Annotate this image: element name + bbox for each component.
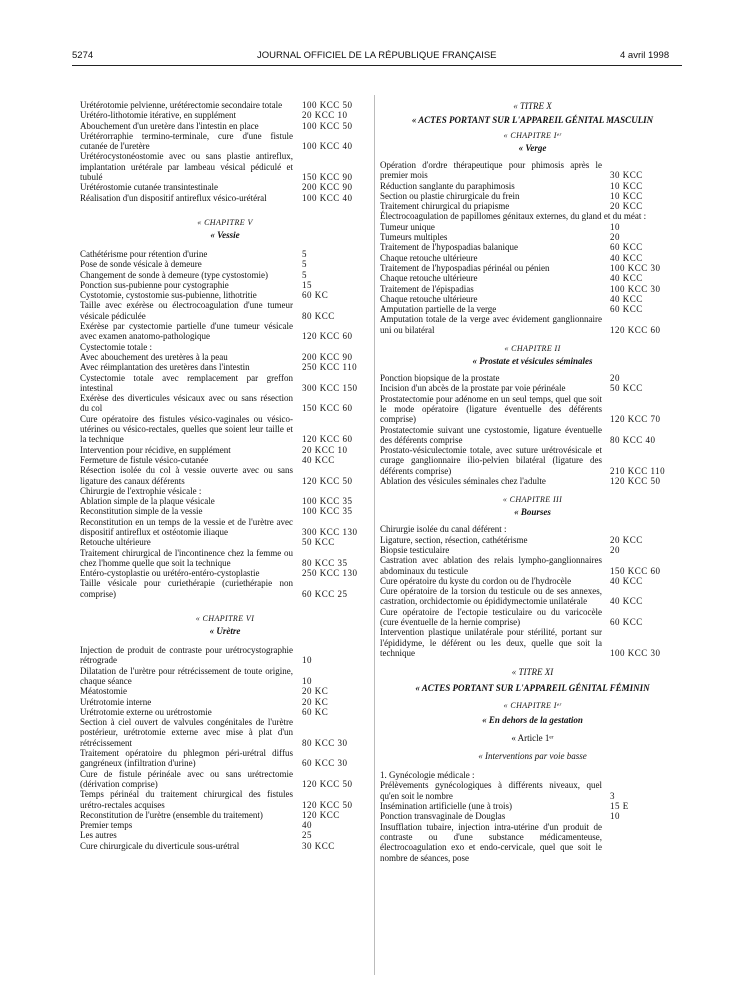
act-label: Injection de produit de contraste pour urétrocystographie rétrograde xyxy=(80,645,293,666)
tariff-row xyxy=(380,394,685,425)
act-value: 100 KCC 50 xyxy=(302,100,353,110)
act-label: Insémination artificielle (une à trois) xyxy=(380,801,512,812)
act-value: 60 KCC 30 xyxy=(302,758,348,769)
act-value: 60 KC xyxy=(302,706,329,717)
act-value: 120 KCC 50 xyxy=(302,799,353,810)
act-label: Chaque retouche ultérieure xyxy=(380,273,478,284)
left-column xyxy=(80,100,370,851)
act-value: 40 KCC xyxy=(610,252,643,263)
tariff-row xyxy=(380,160,685,181)
act-value: 30 KCC xyxy=(302,840,335,851)
act-label: Traitement chirurgical de l'incontinence chez la femme ou chez l'homme quelle que soit la technique xyxy=(80,547,293,568)
act-label: Biopsie testiculaire xyxy=(380,544,450,555)
act-value: 3 xyxy=(610,790,615,801)
act-label: Incision d'un abcès de la prostate par voie périnéale xyxy=(380,383,566,394)
tariff-row xyxy=(380,607,685,628)
right-column xyxy=(380,100,685,863)
act-label: Cure de fistule périnéale avec ou sans urétrectomie (dérivation comprise) xyxy=(80,768,293,789)
act-value: 80 KCC 30 xyxy=(302,737,348,748)
act-label: Changement de sonde à demeure (type cystostomie) xyxy=(80,269,268,280)
act-value: 25 xyxy=(302,830,312,841)
tariff-row xyxy=(380,811,685,821)
act-value: 10 xyxy=(610,221,620,232)
act-label: Cathétérisme pour rétention d'urine xyxy=(80,248,208,259)
act-label: Cure opératoire de la torsion du testicule ou de ses annexes, castration, orchidectomie ou épididymectomie unilatérale xyxy=(380,586,602,607)
act-value: 5 xyxy=(302,248,307,259)
act-value: 40 KCC xyxy=(610,273,643,284)
act-value: 60 KCC xyxy=(610,616,643,627)
tariff-row xyxy=(380,801,685,811)
tariff-row xyxy=(80,496,370,506)
spacer xyxy=(380,762,685,770)
act-label: Urétéro-lithotomie itérative, en supplément xyxy=(80,110,236,121)
tariff-row xyxy=(80,280,370,290)
act-label: Premier temps xyxy=(80,820,133,831)
tariff-row xyxy=(380,232,685,242)
tariff-row xyxy=(80,193,370,203)
act-label: Dilatation de l'urètre pour rétrécissement de toute origine, chaque séance xyxy=(80,665,293,686)
tariff-row xyxy=(80,290,370,300)
tariff-row xyxy=(380,576,685,586)
section-heading: « CHAPITRE Iᵉʳ xyxy=(503,131,562,140)
tariff-row xyxy=(80,321,370,342)
act-value: 20 KCC xyxy=(610,201,643,212)
tariff-row xyxy=(80,465,370,486)
tariff-row xyxy=(80,830,370,840)
act-value: 100 KCC 30 xyxy=(610,262,661,273)
section-heading: « Interventions par voie basse xyxy=(478,751,587,762)
tariff-row xyxy=(80,748,370,769)
tariff-row xyxy=(380,822,685,863)
act-value: 40 xyxy=(302,820,312,831)
act-value: 80 KCC 40 xyxy=(610,434,656,445)
act-value: 40 KCC xyxy=(302,454,335,465)
act-label: Urétérotomie pelvienne, urétérectomie secondaire totale xyxy=(80,100,283,110)
act-label: Urétrotomie externe ou urétrostomie xyxy=(80,706,212,717)
tariff-row xyxy=(80,455,370,465)
spacer xyxy=(380,335,685,343)
act-label: Urétérocystonéostomie avec ou sans plastie antireflux, implantation urétérale par lambeau vésical pédiculé et tubulé xyxy=(80,151,293,183)
act-label: Opération d'ordre thérapeutique pour phimosis après le premier mois xyxy=(380,160,602,181)
act-value: 20 KC xyxy=(302,696,329,707)
tariff-row xyxy=(80,393,370,414)
tariff-row xyxy=(80,249,370,259)
column-divider xyxy=(374,95,375,975)
act-label: Cure opératoire des fistules vésico-vaginales ou vésico-utérines ou vésico-rectales, quelles que soient leur taille et la technique xyxy=(80,413,293,445)
act-label: Résection isolée du col à vessie ouverte avec ou sans ligature des canaux déférents xyxy=(80,465,293,486)
act-label: Retouche ultérieure xyxy=(80,537,151,548)
tariff-row xyxy=(380,222,685,232)
tariff-row xyxy=(80,841,370,851)
act-label: Intervention pour récidive, en supplément xyxy=(80,444,231,455)
act-value: 50 KCC xyxy=(610,383,643,394)
act-label: Prélèvements gynécologiques à différents niveaux, quel qu'en soit le nombre xyxy=(380,780,602,801)
tariff-row xyxy=(80,131,370,152)
act-label: Chaque retouche ultérieure xyxy=(380,252,478,263)
act-label: Section ou plastie chirurgicale du frein xyxy=(380,190,520,201)
act-value: 250 KCC 110 xyxy=(302,362,358,373)
tariff-row xyxy=(380,555,685,576)
section-heading: « Vessie xyxy=(210,229,240,240)
act-value: 100 KCC 40 xyxy=(302,192,353,203)
act-label: Prostatectomie pour adénome en un seul temps, quel que soit le mode opératoire (ligature éventuelle des déférents comprise) xyxy=(380,393,602,425)
tariff-row xyxy=(380,201,685,211)
act-label: Temps périnéal du traitement chirurgical des fistules urétro-rectales acquises xyxy=(80,789,293,810)
tariff-row xyxy=(380,535,685,545)
act-value: 10 xyxy=(610,811,620,822)
tariff-row xyxy=(80,100,370,110)
act-value: 120 KCC 60 xyxy=(610,324,661,335)
act-label: Ligature, section, résection, cathétérisme xyxy=(380,534,528,545)
tariff-row xyxy=(380,181,685,191)
act-value: 100 KCC 35 xyxy=(302,506,353,517)
tariff-row xyxy=(80,707,370,717)
act-value: 20 KC xyxy=(302,686,329,697)
act-label: Traitement de l'hypospadias balanique xyxy=(380,242,519,253)
act-label: Traitement de l'épispadias xyxy=(380,283,474,294)
section-heading: « Urètre xyxy=(209,626,241,637)
header-rule xyxy=(72,65,682,66)
act-label: Chaque retouche ultérieure xyxy=(380,293,478,304)
act-value: 300 KCC 150 xyxy=(302,382,358,393)
page-number: 5274 xyxy=(72,50,94,61)
act-value: 120 KCC 60 xyxy=(302,331,353,342)
act-label: Fermeture de fistule vésico-cutanée xyxy=(80,454,209,465)
act-value: 20 xyxy=(610,373,620,384)
act-label: Reconstitution en un temps de la vessie et de l'urètre avec dispositif antireflux et ostéotomie iliaque xyxy=(80,516,293,537)
subheading: Cystectomie totale : xyxy=(80,341,152,352)
tariff-row xyxy=(80,414,370,445)
section-heading: « CHAPITRE II xyxy=(504,344,561,354)
act-label: Prostato-vésiculectomie totale, avec suture urétrovésicale et curage ganglionnaire ilio-pelvien bilatéral (ligature des déférents comprise) xyxy=(380,445,602,476)
act-value: 200 KCC 90 xyxy=(302,351,353,362)
tariff-row xyxy=(380,294,685,304)
subheading: Électrocoagulation de papillomes génitaux externes, du gland et du méat : xyxy=(380,211,647,222)
tariff-row xyxy=(80,537,370,547)
issue-date: 4 avril 1998 xyxy=(620,50,670,61)
act-value: 40 KCC xyxy=(610,575,643,586)
section-heading: « TITRE X xyxy=(513,101,552,111)
act-value: 20 xyxy=(610,232,620,243)
act-value: 120 KCC 70 xyxy=(610,414,661,425)
act-label: Méatostomie xyxy=(80,686,127,697)
act-label: Reconstitution simple de la vessie xyxy=(80,506,203,517)
act-label: Avec réimplantation des uretères dans l'intestin xyxy=(80,362,250,373)
section-heading: « TITRE XI xyxy=(511,667,554,678)
tariff-row xyxy=(380,780,685,801)
act-value: 10 KCC xyxy=(610,180,643,191)
tariff-row xyxy=(380,383,685,393)
tariff-row xyxy=(380,476,685,486)
act-value: 100 KCC 30 xyxy=(610,283,661,294)
act-value: 150 KCC 90 xyxy=(302,172,353,183)
tariff-row xyxy=(80,110,370,120)
section-heading: « Verge xyxy=(518,143,547,153)
tariff-row xyxy=(380,445,685,476)
tariff-row xyxy=(380,191,685,201)
tariff-row xyxy=(80,259,370,269)
act-value: 5 xyxy=(302,259,307,270)
subheading: 1. Gynécologie médicale : xyxy=(380,770,475,781)
spacer xyxy=(380,486,685,494)
tariff-row xyxy=(80,270,370,280)
act-value: 210 KCC 110 xyxy=(610,465,666,476)
act-value: 30 KCC xyxy=(610,170,643,181)
act-value: 100 KCC 35 xyxy=(302,496,353,507)
act-value: 60 KCC xyxy=(610,242,643,253)
act-label: Exérèse des diverticules vésicaux avec ou sans résection du col xyxy=(80,393,293,414)
subheading: Chirurgie isolée du canal déférent : xyxy=(380,524,507,535)
act-value: 60 KC xyxy=(302,290,329,301)
act-label: Abouchement d'un uretère dans l'intestin en place xyxy=(80,120,259,131)
act-label: Réduction sanglante du paraphimosis xyxy=(380,180,515,191)
tariff-row xyxy=(80,717,370,748)
tariff-row xyxy=(380,314,685,335)
act-label: Taille vésicale pour curiethérapie (curiethérapie non comprise) xyxy=(80,578,293,599)
spacer xyxy=(80,599,370,613)
act-value: 120 KCC 50 xyxy=(610,476,661,487)
act-label: Traitement opératoire du phlegmon péri-urétral diffus gangréneux (infiltration d'urine) xyxy=(80,748,293,769)
act-value: 300 KCC 130 xyxy=(302,526,358,537)
act-label: Traitement chirurgical du priapisme xyxy=(380,201,510,212)
act-value: 80 KCC 35 xyxy=(302,557,348,568)
act-label: Taille avec exérèse ou électrocoagulation d'une tumeur vésicale pédiculée xyxy=(80,300,293,321)
act-value: 120 KCC xyxy=(302,809,340,820)
act-label: Cure opératoire de l'ectopie testiculaire ou du varicocèle (cure éventuelle de la hernie comprise) xyxy=(380,606,602,627)
section-heading: « ACTES PORTANT SUR L'APPAREIL GÉNITAL FÉMININ xyxy=(415,683,650,694)
act-label: Cystotomie, cystostomie sus-pubienne, lithotritie xyxy=(80,290,257,301)
tariff-row xyxy=(380,304,685,314)
tariff-row xyxy=(80,506,370,516)
act-value: 40 KCC xyxy=(610,293,643,304)
journal-title: JOURNAL OFFICIEL DE LA RÉPUBLIQUE FRANÇAISE xyxy=(257,50,497,61)
act-value: 10 KCC xyxy=(610,190,643,201)
tariff-row xyxy=(380,425,685,446)
section-heading: « ACTES PORTANT SUR L'APPAREIL GÉNITAL MASCULIN xyxy=(411,115,654,125)
tariff-row xyxy=(80,373,370,394)
tariff-row xyxy=(80,182,370,192)
act-value: 15 xyxy=(302,279,312,290)
section-heading: « CHAPITRE V xyxy=(197,217,253,227)
act-label: Cure opératoire du kyste du cordon ou de l'hydrocèle xyxy=(380,575,572,586)
tariff-row xyxy=(80,820,370,830)
tariff-row xyxy=(80,121,370,131)
tariff-row xyxy=(80,769,370,790)
act-value: 100 KCC 40 xyxy=(302,141,353,152)
tariff-row xyxy=(380,586,685,607)
tariff-row xyxy=(80,686,370,696)
act-label: Cystectomie totale avec remplacement par greffon intestinal xyxy=(80,372,293,393)
tariff-row xyxy=(380,545,685,555)
tariff-row xyxy=(380,627,685,658)
act-value: 20 KCC 10 xyxy=(302,110,348,121)
section-heading: « Prostate et vésicules séminales xyxy=(472,356,593,367)
act-label: Amputation partielle de la verge xyxy=(380,304,497,315)
act-value: 20 KCC xyxy=(610,534,643,545)
act-value: 10 xyxy=(302,655,312,666)
section-heading: « Bourses xyxy=(514,507,551,518)
tariff-row xyxy=(80,352,370,362)
act-value: 100 KCC 50 xyxy=(302,120,353,131)
act-value: 120 KCC 50 xyxy=(302,778,353,789)
act-label: Castration avec ablation des relais lympho-ganglionnaires abdominaux du testicule xyxy=(380,555,602,576)
act-value: 250 KCC 130 xyxy=(302,568,358,579)
act-label: Tumeurs multiples xyxy=(380,232,448,243)
tariff-row xyxy=(80,362,370,372)
tariff-row xyxy=(80,517,370,538)
tariff-row xyxy=(380,373,685,383)
act-label: Section à ciel ouvert de valvules congénitales de l'urètre postérieur, urétrotomie externe avec mise à plat d'un rétrécissement xyxy=(80,717,293,748)
tariff-row xyxy=(80,666,370,687)
tariff-row xyxy=(80,568,370,578)
act-label: Ponction transvaginale de Douglas xyxy=(380,811,506,822)
act-label: Tumeur unique xyxy=(380,221,435,232)
section-heading: « CHAPITRE Iᵉʳ xyxy=(503,701,562,711)
act-label: Ablation simple de la plaque vésicale xyxy=(80,496,215,507)
spacer xyxy=(380,658,685,666)
spacer xyxy=(80,637,370,645)
tariff-row xyxy=(380,284,685,294)
act-value: 60 KCC 25 xyxy=(302,588,348,599)
section-heading: « CHAPITRE VI xyxy=(195,614,255,624)
act-value: 10 xyxy=(302,675,312,686)
subheading: Chirurgie de l'extrophie vésicale : xyxy=(80,485,202,496)
tariff-row xyxy=(380,242,685,252)
act-label: Urétrotomie interne xyxy=(80,696,152,707)
tariff-row xyxy=(380,253,685,263)
tariff-row xyxy=(80,697,370,707)
act-value: 150 KCC 60 xyxy=(610,565,661,576)
act-value: 20 xyxy=(610,544,620,555)
act-label: Cure chirurgicale du diverticule sous-urétral xyxy=(80,840,240,851)
section-heading: « En dehors de la gestation xyxy=(482,715,583,726)
act-label: Les autres xyxy=(80,830,117,841)
act-label: Pose de sonde vésicale à demeure xyxy=(80,259,202,270)
act-label: Prostatectomie suivant une cystostomie, ligature éventuelle des déférents comprise xyxy=(380,424,602,445)
spacer xyxy=(80,241,370,249)
tariff-row xyxy=(380,273,685,283)
tariff-row xyxy=(80,151,370,182)
act-value: 150 KCC 60 xyxy=(302,403,353,414)
act-value: 100 KCC 30 xyxy=(610,647,661,658)
tariff-row xyxy=(80,645,370,666)
tariff-row xyxy=(80,300,370,321)
act-value: 120 KCC 60 xyxy=(302,434,353,445)
act-label: Ponction sus-pubienne pour cystographie xyxy=(80,279,229,290)
act-label: Reconstitution de l'urètre (ensemble du traitement) xyxy=(80,809,263,820)
tariff-row xyxy=(380,263,685,273)
act-value: 120 KCC 50 xyxy=(302,475,353,486)
tariff-row xyxy=(80,548,370,569)
act-label: Ponction biopsique de la prostate xyxy=(380,373,500,384)
act-label: Exérèse par cystectomie partielle d'une tumeur vésicale avec examen anatomo-pathologique xyxy=(80,321,293,342)
act-value: 80 KCC xyxy=(302,310,335,321)
tariff-row xyxy=(80,445,370,455)
act-label: Insufflation tubaire, injection intra-utérine d'un produit de contraste ou d'une substance médicamenteuse, électrocoagulation exo et endo-cervicale, quel que soit le nombre de séances, pose xyxy=(380,821,602,863)
act-value: 5 xyxy=(302,269,307,280)
act-value: 50 KCC xyxy=(302,537,335,548)
section-heading: « CHAPITRE III xyxy=(502,495,563,505)
spacer xyxy=(80,203,370,217)
act-value: 60 KCC xyxy=(610,304,643,315)
act-label: Entéro-cystoplastie ou urétéro-entéro-cystoplastie xyxy=(80,568,260,579)
act-value: 200 KCC 90 xyxy=(302,182,353,193)
act-label: Amputation totale de la verge avec évidement ganglionnaire uni ou bilatéral xyxy=(380,314,602,335)
tariff-row xyxy=(80,789,370,810)
act-label: Avec abouchement des uretères à la peau xyxy=(80,351,228,362)
tariff-row xyxy=(80,810,370,820)
act-value: 20 KCC 10 xyxy=(302,444,348,455)
section-heading: « Article 1ᵉʳ xyxy=(511,733,554,744)
act-label: Ablation des vésicules séminales chez l'adulte xyxy=(380,476,546,487)
act-label: Traitement de l'hypospadias périnéal ou pénien xyxy=(380,262,550,273)
act-value: 40 KCC xyxy=(610,596,643,607)
act-label: Urétérostomie cutanée transintestinale xyxy=(80,182,218,193)
act-label: Intervention plastique unilatérale pour stérilité, portant sur l'épididyme, le déférent ou les deux, quelle que soit la technique xyxy=(380,627,602,658)
act-value: 15 E xyxy=(610,801,629,812)
act-label: Réalisation d'un dispositif antireflux vésico-urétéral xyxy=(80,192,267,203)
tariff-row xyxy=(80,578,370,599)
act-label: Urétérorraphie termino-terminale, cure d'une fistule cutanée de l'uretère xyxy=(80,130,293,152)
